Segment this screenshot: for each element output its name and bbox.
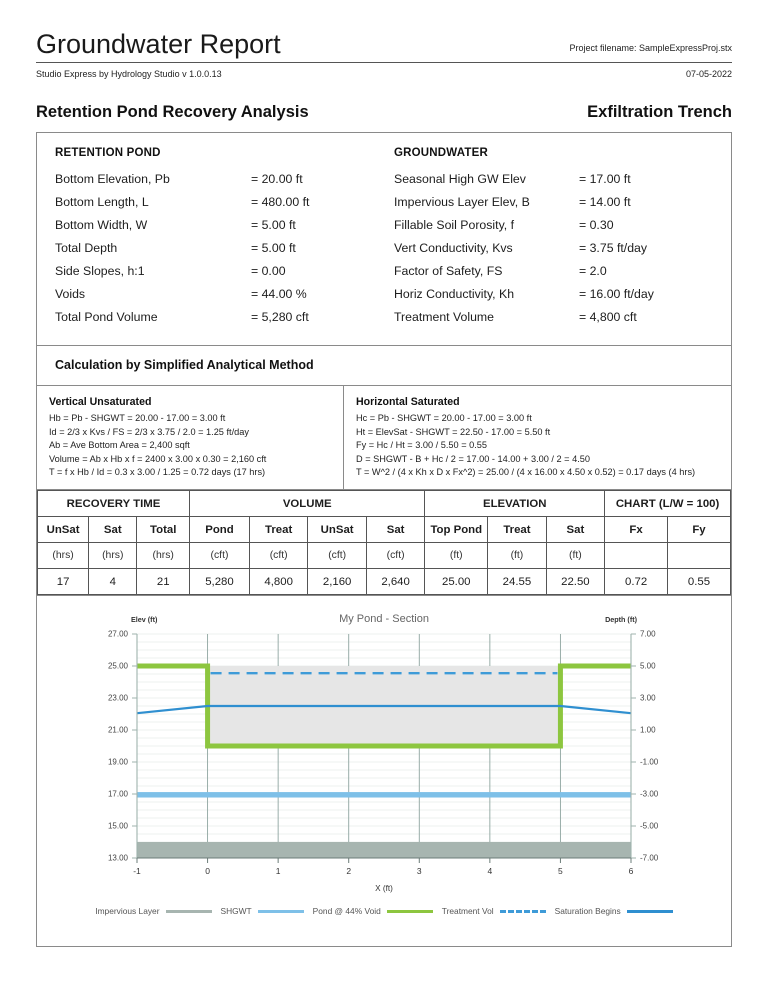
- groundwater-value: = 0.30: [579, 218, 614, 233]
- legend-swatch: [258, 910, 304, 913]
- table-column-header: Pond: [190, 517, 250, 543]
- legend-item: [555, 906, 673, 916]
- legend-label: SHGWT: [220, 906, 252, 917]
- table-units-cell: (ft): [425, 543, 488, 569]
- groundwater-label: Fillable Soil Porosity, f: [394, 218, 515, 233]
- retention-pond-row: [55, 168, 394, 191]
- parameters-section: [37, 133, 731, 345]
- vertical-unsaturated-line: Id = 2/3 x Kvs / FS = 2/3 x 3.75 / 2.0 = 1.25 ft/day: [49, 426, 249, 437]
- legend-item: [221, 906, 304, 916]
- table-cell: 2,160: [308, 569, 366, 595]
- retention-pond-label: Bottom Width, W: [55, 218, 148, 233]
- retention-pond-row: [55, 237, 394, 260]
- table-column-header: UnSat: [308, 517, 366, 543]
- pond-section-chart: [37, 595, 731, 946]
- groundwater-row: [394, 237, 713, 260]
- chart-legend: [37, 906, 731, 916]
- svg-text:5.00: 5.00: [640, 661, 656, 671]
- retention-pond-label: Bottom Length, L: [55, 195, 149, 210]
- svg-text:2: 2: [346, 866, 352, 877]
- legend-swatch: [500, 910, 546, 913]
- table-cell: 0.72: [605, 569, 668, 595]
- report-date: 07-05-2022: [685, 69, 732, 80]
- retention-pond-value: = 5.00 ft: [251, 218, 296, 233]
- legend-item: [313, 906, 433, 916]
- groundwater-label: Horiz Conductivity, Kh: [394, 287, 515, 302]
- retention-pond-row: [55, 306, 394, 329]
- horizontal-saturated-line: D = SHGWT - B + Hc / 2 = 17.00 - 14.00 + 3.00 / 2 = 4.50: [356, 453, 590, 464]
- table-column-header: Treat: [488, 517, 546, 543]
- groundwater-label: Vert Conductivity, Kvs: [394, 241, 513, 256]
- horizontal-saturated-line: Ht = ElevSat - SHGWT = 22.50 - 17.00 = 5.50 ft: [356, 426, 551, 437]
- horizontal-saturated-title: Horizontal Saturated: [356, 396, 460, 409]
- svg-text:17.00: 17.00: [107, 789, 128, 799]
- table-group-header: VOLUME: [190, 491, 425, 517]
- vertical-unsaturated-line: Ab = Ave Bottom Area = 2,400 sqft: [49, 440, 190, 451]
- results-table-wrap: [37, 489, 731, 595]
- legend-swatch: [166, 910, 212, 913]
- table-column-header: Treat: [249, 517, 307, 543]
- retention-pond-value: = 0.00: [251, 264, 286, 279]
- svg-text:5: 5: [558, 866, 563, 877]
- svg-text:-3.00: -3.00: [640, 789, 659, 799]
- svg-text:Elev (ft): Elev (ft): [131, 615, 158, 625]
- table-units-cell: (hrs): [89, 543, 137, 569]
- calculation-details: [37, 386, 731, 489]
- svg-text:3: 3: [416, 866, 422, 877]
- legend-label: Treatment Vol: [441, 906, 494, 917]
- svg-text:1.00: 1.00: [640, 725, 656, 735]
- svg-text:15.00: 15.00: [107, 821, 128, 831]
- svg-text:4: 4: [487, 866, 493, 877]
- svg-text:1: 1: [275, 866, 281, 877]
- project-filename: Project filename: SampleExpressProj.stx: [569, 43, 732, 54]
- retention-pond-heading: RETENTION POND: [55, 147, 161, 160]
- svg-text:25.00: 25.00: [107, 661, 128, 671]
- chart-svg: [37, 596, 731, 908]
- groundwater-value: = 16.00 ft/day: [579, 287, 654, 302]
- groundwater-row: [394, 214, 713, 237]
- page-title: Groundwater Report: [36, 29, 281, 59]
- svg-text:-1: -1: [133, 866, 141, 877]
- vertical-unsaturated-box: [37, 386, 344, 489]
- svg-text:My Pond - Section: My Pond - Section: [339, 613, 429, 626]
- groundwater-block: [394, 147, 713, 329]
- horizontal-saturated-line: T = W^2 / (4 x Kh x D x Fx^2) = 25.00 / (4 x 16.00 x 4.50 x 0.52) = 0.17 days (4 hrs): [356, 466, 696, 477]
- svg-text:0: 0: [205, 866, 210, 877]
- retention-pond-value: = 480.00 ft: [251, 195, 310, 210]
- legend-swatch: [627, 910, 673, 913]
- results-table: [37, 490, 731, 595]
- legend-swatch: [387, 910, 433, 913]
- svg-text:-1.00: -1.00: [640, 757, 659, 767]
- table-column-header: Fx: [605, 517, 668, 543]
- table-units-cell: [605, 543, 668, 569]
- groundwater-label: Treatment Volume: [394, 310, 495, 325]
- groundwater-value: = 17.00 ft: [579, 172, 631, 187]
- report-header: [36, 30, 732, 58]
- table-column-header: Total: [137, 517, 190, 543]
- table-cell: 22.50: [546, 569, 604, 595]
- retention-pond-row: [55, 191, 394, 214]
- table-column-header: Fy: [668, 517, 731, 543]
- svg-text:X (ft): X (ft): [375, 884, 393, 894]
- report-body-frame: [36, 132, 732, 947]
- groundwater-heading: GROUNDWATER: [394, 147, 488, 160]
- table-units-cell: (hrs): [137, 543, 190, 569]
- horizontal-saturated-line: Fy = Hc / Ht = 3.00 / 5.50 = 0.55: [356, 440, 487, 451]
- table-column-header-row: [38, 517, 731, 543]
- table-column-header: UnSat: [38, 517, 89, 543]
- vertical-unsaturated-title: Vertical Unsaturated: [49, 396, 152, 409]
- retention-pond-block: [55, 147, 394, 329]
- analysis-title: Retention Pond Recovery Analysis: [36, 103, 309, 122]
- table-cell: 4: [89, 569, 137, 595]
- table-group-header: RECOVERY TIME: [38, 491, 190, 517]
- groundwater-row: [394, 191, 713, 214]
- table-cell: 2,640: [366, 569, 424, 595]
- groundwater-label: Impervious Layer Elev, B: [394, 195, 530, 210]
- groundwater-row: [394, 283, 713, 306]
- retention-pond-row: [55, 260, 394, 283]
- table-units-cell: (hrs): [38, 543, 89, 569]
- legend-label: Impervious Layer: [95, 906, 160, 917]
- retention-pond-value: = 44.00 %: [251, 287, 307, 302]
- table-units-cell: (cft): [249, 543, 307, 569]
- vertical-unsaturated-line: Hb = Pb - SHGWT = 20.00 - 17.00 = 3.00 ft: [49, 413, 226, 424]
- horizontal-saturated-box: [344, 386, 731, 489]
- retention-pond-label: Bottom Elevation, Pb: [55, 172, 170, 187]
- groundwater-value: = 14.00 ft: [579, 195, 631, 210]
- table-cell: 4,800: [249, 569, 307, 595]
- svg-text:Depth (ft): Depth (ft): [605, 615, 637, 625]
- table-column-header: Sat: [546, 517, 604, 543]
- retention-pond-label: Total Pond Volume: [55, 310, 158, 325]
- table-units-cell: (cft): [366, 543, 424, 569]
- svg-text:7.00: 7.00: [640, 629, 656, 639]
- analysis-header: [36, 103, 732, 122]
- legend-label: Pond @ 44% Void: [312, 906, 381, 917]
- table-group-header-row: [38, 491, 731, 517]
- table-column-header: Top Pond: [425, 517, 488, 543]
- groundwater-value: = 2.0: [579, 264, 607, 279]
- svg-text:-5.00: -5.00: [640, 821, 659, 831]
- groundwater-row: [394, 306, 713, 329]
- legend-item: [95, 906, 211, 916]
- svg-text:23.00: 23.00: [107, 693, 128, 703]
- legend-label: Saturation Begins: [554, 906, 621, 917]
- chart-band-impervious-layer: [137, 842, 631, 858]
- software-version: Studio Express by Hydrology Studio v 1.0.0.13: [36, 69, 222, 80]
- retention-pond-label: Side Slopes, h:1: [55, 264, 145, 279]
- report-subheader: [36, 69, 732, 79]
- groundwater-label: Factor of Safety, FS: [394, 264, 503, 279]
- retention-pond-value: = 5,280 cft: [251, 310, 309, 325]
- groundwater-value: = 4,800 cft: [579, 310, 637, 325]
- table-units-cell: [668, 543, 731, 569]
- table-column-header: Sat: [366, 517, 424, 543]
- table-cell: 25.00: [425, 569, 488, 595]
- table-column-header: Sat: [89, 517, 137, 543]
- groundwater-row: [394, 260, 713, 283]
- table-group-header: ELEVATION: [425, 491, 605, 517]
- svg-text:13.00: 13.00: [107, 853, 128, 863]
- table-cell: 24.55: [488, 569, 546, 595]
- table-units-cell: (ft): [488, 543, 546, 569]
- retention-pond-label: Total Depth: [55, 241, 118, 256]
- groundwater-label: Seasonal High GW Elev: [394, 172, 526, 187]
- vertical-unsaturated-line: Volume = Ab x Hb x f = 2400 x 3.00 x 0.30 = 2,160 cft: [49, 453, 267, 464]
- calculation-heading: Calculation by Simplified Analytical Method: [55, 358, 314, 373]
- table-group-header: CHART (L/W = 100): [605, 491, 731, 517]
- groundwater-row: [394, 168, 713, 191]
- retention-pond-row: [55, 214, 394, 237]
- groundwater-value: = 3.75 ft/day: [579, 241, 648, 256]
- table-units-cell: (cft): [308, 543, 366, 569]
- retention-pond-value: = 5.00 ft: [251, 241, 296, 256]
- table-units-cell: (cft): [190, 543, 250, 569]
- legend-item: [442, 906, 546, 916]
- vertical-unsaturated-line: T = f x Hb / Id = 0.3 x 3.00 / 1.25 = 0.72 days (17 hrs): [49, 466, 266, 477]
- table-row: [38, 569, 731, 595]
- svg-text:19.00: 19.00: [107, 757, 128, 767]
- horizontal-saturated-line: Hc = Pb - SHGWT = 20.00 - 17.00 = 3.00 ft: [356, 413, 532, 424]
- retention-pond-row: [55, 283, 394, 306]
- header-divider: [36, 62, 732, 63]
- table-cell: 5,280: [190, 569, 250, 595]
- table-cell: 21: [137, 569, 190, 595]
- table-cell: 0.55: [668, 569, 731, 595]
- svg-text:-7.00: -7.00: [640, 853, 659, 863]
- svg-text:21.00: 21.00: [107, 725, 128, 735]
- analysis-type: Exfiltration Trench: [587, 103, 732, 122]
- table-cell: 17: [38, 569, 89, 595]
- chart-band-shgwt: [137, 792, 631, 797]
- retention-pond-value: = 20.00 ft: [251, 172, 303, 187]
- retention-pond-label: Voids: [55, 287, 86, 302]
- svg-text:3.00: 3.00: [640, 693, 656, 703]
- table-units-cell: (ft): [546, 543, 604, 569]
- svg-text:6: 6: [628, 866, 634, 877]
- table-units-row: [38, 543, 731, 569]
- svg-text:27.00: 27.00: [107, 629, 128, 639]
